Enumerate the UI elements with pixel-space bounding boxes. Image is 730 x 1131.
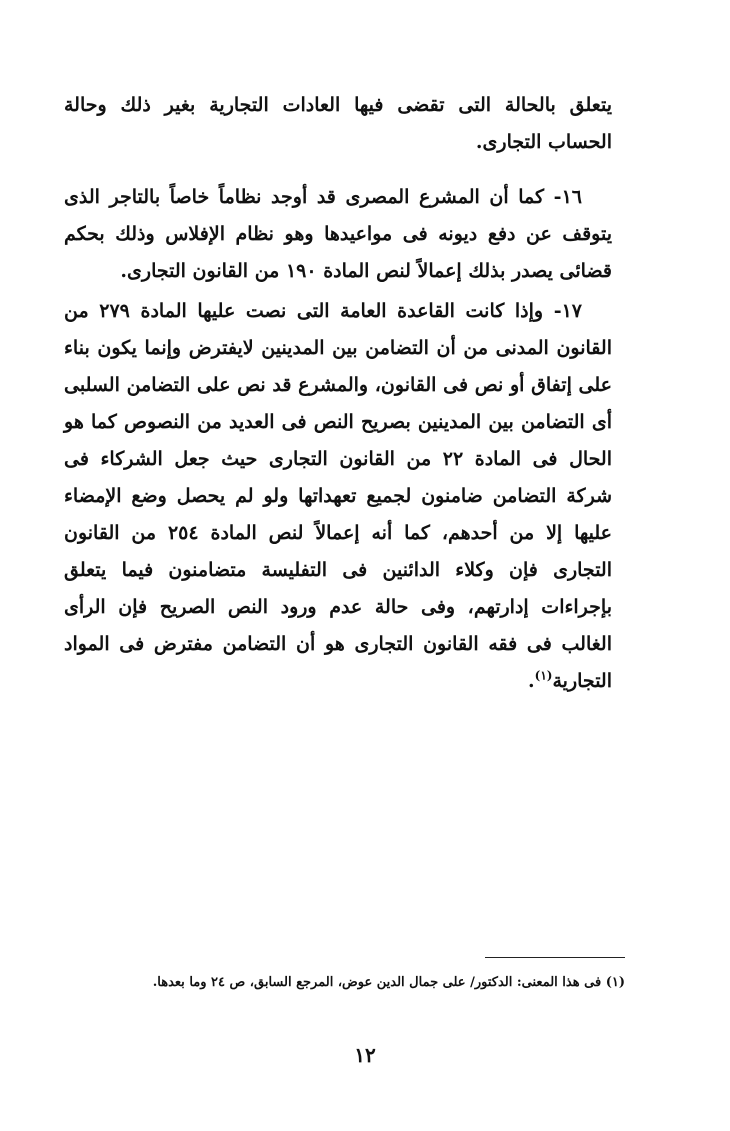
footnote-separator	[485, 957, 625, 958]
footnote	[60, 968, 625, 998]
paragraph-2-text: ١٦- كما أن المشرع المصرى قد أوجد نظاماً خاصاً بالتاجر الذى يتوقف عن دفع ديونه فى مواعيدها وهو نظام الإفلاس وذلك بحكم قضائى يصدر بذلك إعمالاً لنص المادة ١٩٠ من القانون التجارى.	[64, 186, 612, 282]
paragraph-3-end: .	[528, 670, 535, 692]
paragraph-continuation	[64, 87, 612, 161]
footnote-reference[interactable]: (١)	[534, 668, 553, 683]
paragraph-3-text: ١٧- وإذا كانت القاعدة العامة التى نصت عليها المادة ٢٧٩ من القانون المدنى من أن التضامن بين المدينين لايفترض وإنما يكون بناء على إتفاق أو نص فى القانون، والمشرع قد نص على التضامن السلبى أى التضامن بين المدينين بصريح النص فى العديد من النصوص كما هو الحال فى المادة ٢٢ من القانون التجارى حيث جعل الشركاء فى شركة التضامن ضامنون لجميع تعهداتها ولو لم يحصل وضع الإمضاء عليها إلا من أحدهم، كما أنه إعمالاً لنص المادة ٢٥٤ من القانون التجارى فإن وكلاء الدائنين فى التفليسة متضامنون فيما يتعلق بإجراءات إدارتهم، وفى حالة عدم ورود النص الصريح فإن الرأى الغالب فى فقه القانون التجارى هو أن التضامن مفترض فى المواد التجارية	[64, 300, 612, 692]
footnote-text: (١) فى هذا المعنى: الدكتور/ على جمال الدين عوض، المرجع السابق، ص ٢٤ وما بعدها.	[152, 975, 625, 990]
paragraph-1-text: يتعلق بالحالة التى تقضى فيها العادات التجارية بغير ذلك وحالة الحساب التجارى.	[64, 94, 612, 153]
paragraph-16	[64, 179, 612, 290]
page-number: ١٢	[354, 1043, 376, 1067]
paragraph-17	[64, 293, 612, 700]
